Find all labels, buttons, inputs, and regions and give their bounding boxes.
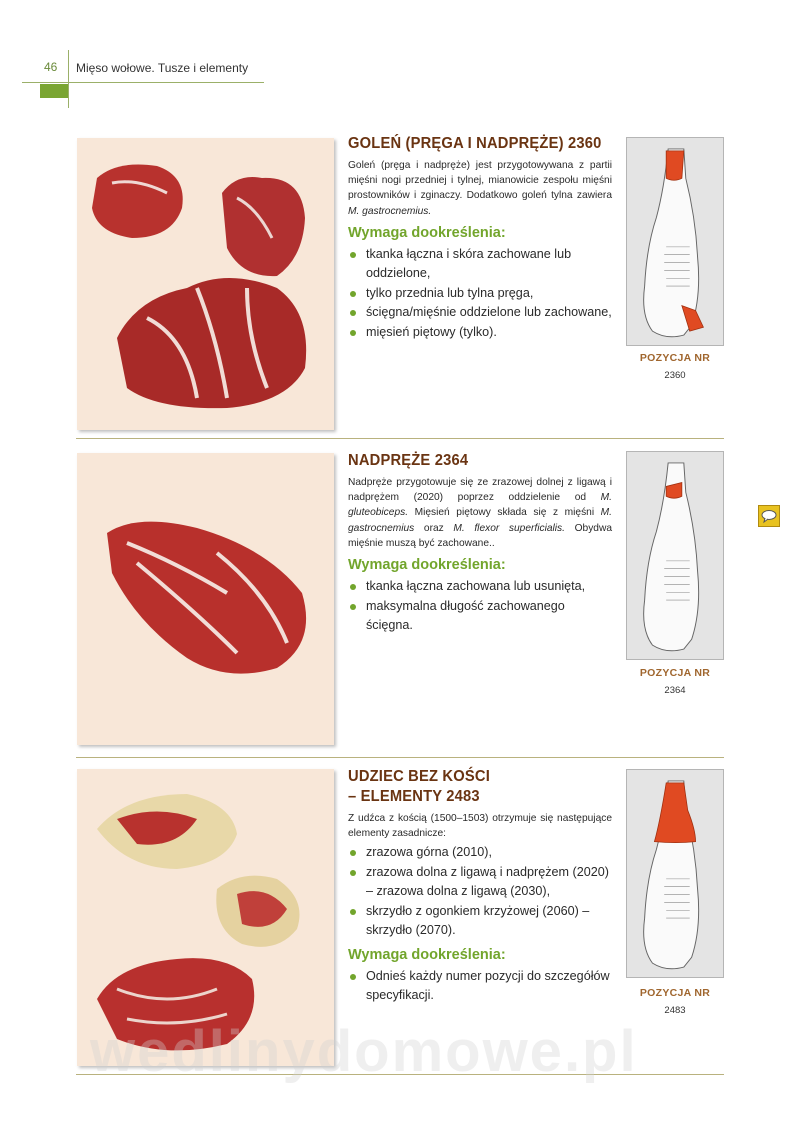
list-item: zrazowa górna (2010),: [348, 843, 612, 863]
element-list: [348, 843, 612, 941]
section-udziec: [348, 767, 612, 1006]
header-rule: [22, 82, 264, 83]
list-item: Odnieś każdy numer pozycji do szczegółów specyfikacji.: [348, 967, 612, 1006]
section-title: GOLEŃ (PRĘGA I NADPRĘŻE) 2360: [348, 135, 602, 152]
section-title-line1: UDZIEC BEZ KOŚCI: [348, 768, 490, 785]
carcass-diagram-2483: [626, 769, 724, 978]
requirement-title: Wymaga dookreślenia:: [348, 946, 506, 963]
header-accent-block: [40, 84, 68, 98]
section-nadpręże: [348, 451, 612, 636]
watermark: wedlinydomowe.pl: [90, 1019, 638, 1084]
list-item: tkanka łączna zachowana lub usunięta,: [348, 577, 612, 597]
list-item: maksymalna długość zachowanego ścięgna.: [348, 597, 612, 636]
position-number: 2483: [664, 1005, 686, 1016]
requirement-list: [348, 577, 612, 636]
carcass-diagram-2364: [626, 451, 724, 660]
side-tab-icon[interactable]: [758, 505, 780, 527]
requirement-title: Wymaga dookreślenia:: [348, 557, 506, 574]
position-label: POZYCJA NR: [639, 987, 711, 999]
page-title: Mięso wołowe. Tusze i elementy: [76, 61, 249, 75]
position-label: POZYCJA NR: [639, 667, 711, 679]
page-number: 46: [44, 60, 58, 74]
list-item: skrzydło z ogonkiem krzyżowej (2060) – skrzydło (2070).: [348, 902, 612, 941]
page-header: [0, 0, 800, 110]
section-description: Z udźca z kością (1500–1503) otrzymuje się następujące elementy zasadnicze:: [348, 813, 612, 840]
requirement-list: [348, 245, 612, 343]
header-separator: [68, 50, 69, 108]
requirement-title: Wymaga dookreślenia:: [348, 224, 506, 241]
carcass-diagram-2360: [626, 137, 724, 346]
section-description: Goleń (pręga i nadpręże) jest przygotowywana z partii mięśni nogi przedniej i tylnej, mianowicie zespołu mięśni prostowników i zginaczy. Dodatkowo goleń tylna zawiera M. gastrocnemius.: [348, 160, 612, 217]
section-title-line2: – ELEMENTY 2483: [348, 788, 480, 805]
list-item: tylko przednia lub tylna pręga,: [348, 284, 612, 304]
section-divider: [76, 438, 724, 439]
section-title: NADPRĘŻE 2364: [348, 452, 469, 469]
position-number: 2360: [664, 370, 686, 381]
photo-goleń: [77, 138, 334, 430]
section-description: Nadpręże przygotowuje się ze zrazowej dolnej z ligawą i nadprężem (2020) poprzez oddzielenie od M. gluteobiceps. Mięsień piętowy składa się z mięśni M. gastrocnemius oraz M. flexor superficialis. Obydwa mięśnie muszą być zachowane..: [348, 477, 612, 549]
list-item: tkanka łączna i skóra zachowane lub oddzielone,: [348, 245, 612, 284]
list-item: mięsień piętowy (tylko).: [348, 323, 612, 343]
photo-nadpręże: [77, 453, 334, 745]
section-divider: [76, 757, 724, 758]
position-label: POZYCJA NR: [639, 352, 711, 364]
list-item: ścięgna/mięśnie oddzielone lub zachowane,: [348, 303, 612, 323]
position-number: 2364: [664, 685, 686, 696]
section-goleń: [348, 134, 612, 342]
requirement-list: [348, 967, 612, 1006]
list-item: zrazowa dolna z ligawą i nadprężem (2020) – zrazowa dolna z ligawą (2030),: [348, 863, 612, 902]
